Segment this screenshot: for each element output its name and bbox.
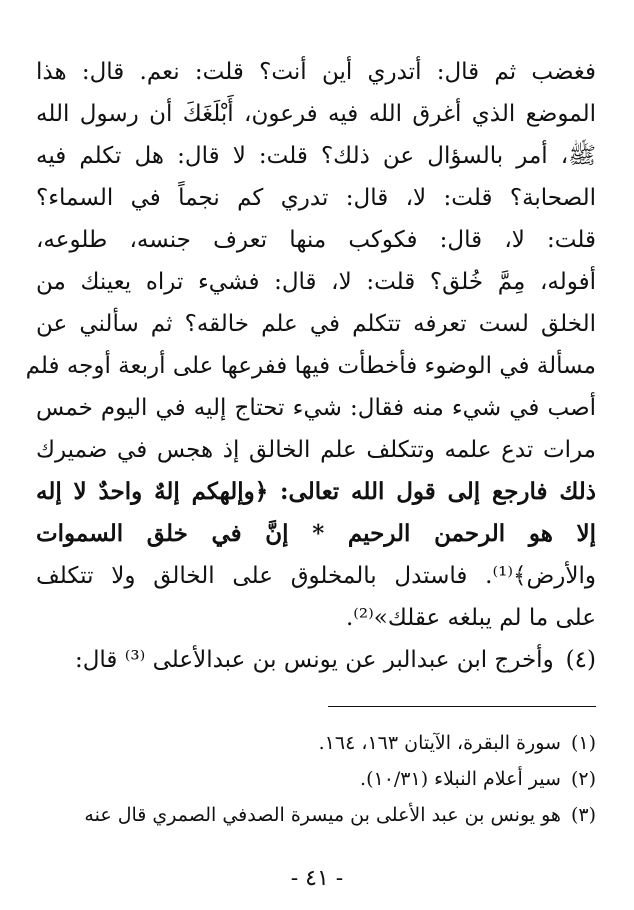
body-line: على ما لم يبلغه عقلك»⁽²⁾. xyxy=(345,605,596,631)
paragraph-number: (٤) xyxy=(565,647,596,673)
body-line: أصب في شيء منه فقال: شيء تحتاج إليه في اليوم خمس xyxy=(36,395,596,421)
footnote-number: (٣) xyxy=(570,804,596,826)
quran-verse-line: إلا هو الرحمن الرحيم * إنَّ في خلق السموات xyxy=(36,520,596,547)
body-line: مرات تدع علمه وتتكلف علم الخالق إذ هجس في ضميرك xyxy=(36,437,596,463)
body-line: والأرض﴾⁽¹⁾. فاستدل بالمخلوق على الخالق ولا تتكلف xyxy=(36,563,596,589)
body-line: ﷺ، أمر بالسؤال عن ذلك؟ قلت: لا قال: هل تكلم فيه xyxy=(36,143,596,169)
page-number: - ٤١ - xyxy=(290,866,344,891)
body-line: الموضع الذي أغرق الله فيه فرعون، أَبْلَغَكَ أن رسول الله xyxy=(36,101,596,127)
body-line: قلت: لا، قال: فكوكب منها تعرف جنسه، طلوعه، xyxy=(36,227,596,253)
body-line: الصحابة؟ قلت: لا، قال: تدري كم نجماً في السماء؟ xyxy=(36,185,596,211)
paragraph-text: وأخرج ابن عبدالبر عن يونس بن عبدالأعلى ⁽³⁾ قال: xyxy=(74,647,554,673)
body-line: فغضب ثم قال: أتدري أين أنت؟ قلت: نعم. قال: هذا xyxy=(36,59,596,85)
footnote xyxy=(36,798,596,832)
footnote-divider xyxy=(328,706,596,707)
footnote-text: سورة البقرة، الآيتان ١٦٣، ١٦٤. xyxy=(318,732,561,754)
footnote-text: هو يونس بن عبد الأعلى بن ميسرة الصدفي الصمري قال عنه xyxy=(84,804,561,826)
body-line: مسألة في الوضوء فأخطأت فيها ففرعها على أربعة أوجه فلم xyxy=(25,353,596,379)
footnote xyxy=(36,762,596,796)
footnote-text: سير أعلام النبلاء (١٠/٣١). xyxy=(360,768,561,790)
footnote-number: (٢) xyxy=(570,768,596,790)
body-line: الخلق لست تعرفه تتكلم في علم خالقه؟ ثم سألني عن xyxy=(36,311,596,337)
quran-verse-line: ذلك فارجع إلى قول الله تعالى: ﴿وإلهكم إلهٌ واحدٌ لا إله xyxy=(36,478,596,505)
footnote-number: (١) xyxy=(570,732,596,754)
body-line: أفوله، مِمَّ خُلق؟ قلت: لا، قال: فشيء تراه يعينك من xyxy=(36,269,596,295)
footnote xyxy=(36,726,596,760)
paragraph-4 xyxy=(36,640,596,680)
